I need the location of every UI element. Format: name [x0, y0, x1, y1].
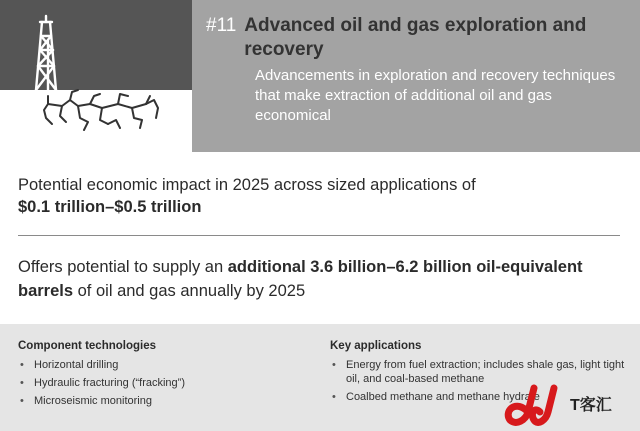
list-item: • Hydraulic fracturing (“fracking”) [18, 376, 308, 390]
header [0, 0, 640, 152]
list-item: • Horizontal drilling [18, 358, 308, 372]
key-applications-heading: Key applications [330, 340, 422, 352]
watermark [500, 382, 640, 428]
component-technologies [18, 338, 308, 412]
economic-impact [18, 174, 618, 218]
page-title: Advanced oil and gas exploration and recovery [244, 15, 587, 60]
page-subtitle: Advancements in exploration and recovery techniques that make extraction of additional oil and gas economical [255, 67, 616, 124]
watermark-text: T客汇 [570, 397, 612, 414]
component-technologies-heading: Component technologies [18, 340, 156, 352]
component-technologies-list [18, 358, 308, 408]
title-row [206, 14, 630, 62]
economic-impact-value: $0.1 trillion–$0.5 trillion [18, 198, 202, 216]
supply-potential [18, 255, 618, 303]
watermark-logo-icon [500, 382, 564, 428]
title-panel [192, 0, 640, 152]
list-item: • Coalbed methane and methane hydrate [330, 390, 630, 404]
supply-highlight: additional 3.6 billion–6.2 billion oil-equivalent barrels [18, 258, 583, 300]
supply-prefix: Offers potential to supply an [18, 258, 228, 276]
supply-suffix: of oil and gas annually by 2025 [73, 282, 306, 300]
list-item: • Energy from fuel extraction; includes shale gas, light tight oil, and coal-based methane [330, 358, 630, 386]
oil-derrick-icon [0, 0, 192, 152]
economic-impact-label: Potential economic impact in 2025 across sized applications of [18, 176, 476, 194]
icon-panel [0, 0, 192, 152]
list-item: • Microseismic monitoring [18, 394, 308, 408]
divider [18, 235, 620, 236]
opportunity-number: #11 [206, 15, 237, 36]
